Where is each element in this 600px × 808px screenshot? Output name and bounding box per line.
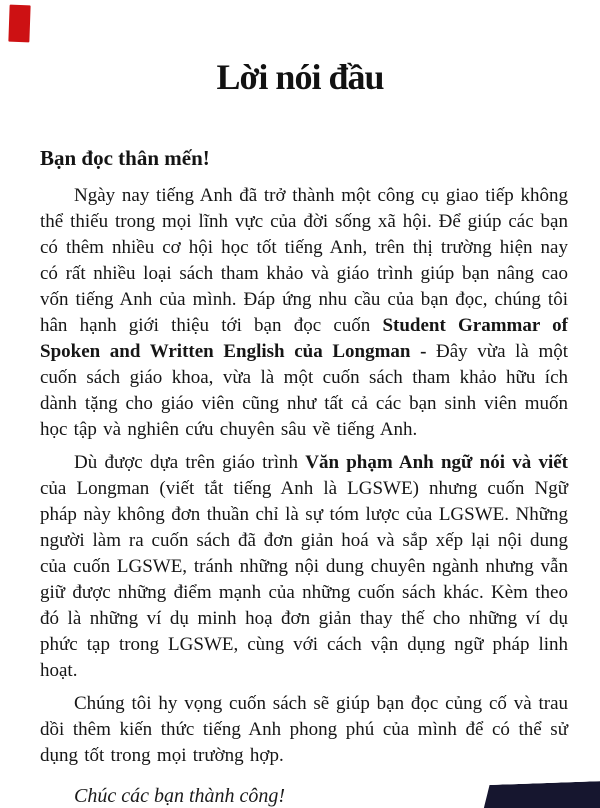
page-content [0,146,600,808]
red-bookmark-tab [8,5,30,43]
book-edge-bar [481,781,600,808]
page-title: Lời nói đầu [216,57,384,97]
salutation: Bạn đọc thân mến! [40,146,210,170]
paragraph-3: Chúng tôi hy vọng cuốn sách sẽ giúp bạn đọc củng cố và trau dồi thêm kiến thức tiếng Anh phong phú của mình để có thể sử dụng tốt trong mọi trường hợp. [40,693,568,766]
paragraph-1: Ngày nay tiếng Anh đã trở thành một công cụ giao tiếp không thể thiếu trong mọi lĩnh vực của đời sống xã hội. Để giúp các bạn có thêm nhiều cơ hội học tốt tiếng Anh, trên thị trường hiện nay có rất nhiều loại sách tham khảo và giáo trình giúp bạn nâng cao vốn tiếng Anh của mình. Đáp ứng nhu cầu của bạn đọc, chúng tôi hân hạnh giới thiệu tới bạn đọc cuốn Student Grammar of Spoken and Written English của Longman - Đây vừa là một cuốn sách giáo khoa, vừa là một cuốn sách tham khảo hữu ích dành tặng cho giáo viên cũng như tất cả các bạn sinh viên muốn học tập và nghiên cứu chuyên sâu về tiếng Anh. [40,185,569,440]
paragraph-2: Dù được dựa trên giáo trình Văn phạm Anh ngữ nói và viết của Longman (viết tắt tiếng Anh là LGSWE) nhưng cuốn Ngữ pháp này không đơn thuần chỉ là sự tóm lược của LGSWE. Những người làm ra cuốn sách đã đơn giản hoá và sắp xếp lại nội dung của cuốn LGSWE, tránh những nội dung chuyên ngành nhưng vẫn giữ được những điểm mạnh của những cuốn sách khác. Kèm theo đó là những ví dụ minh hoạ đơn giản thay thế cho những ví dụ phức tạp trong LGSWE, cùng với cách vận dụng ngữ pháp linh hoạt. [40,452,568,681]
closing-wish: Chúc các bạn thành công! [74,785,286,807]
